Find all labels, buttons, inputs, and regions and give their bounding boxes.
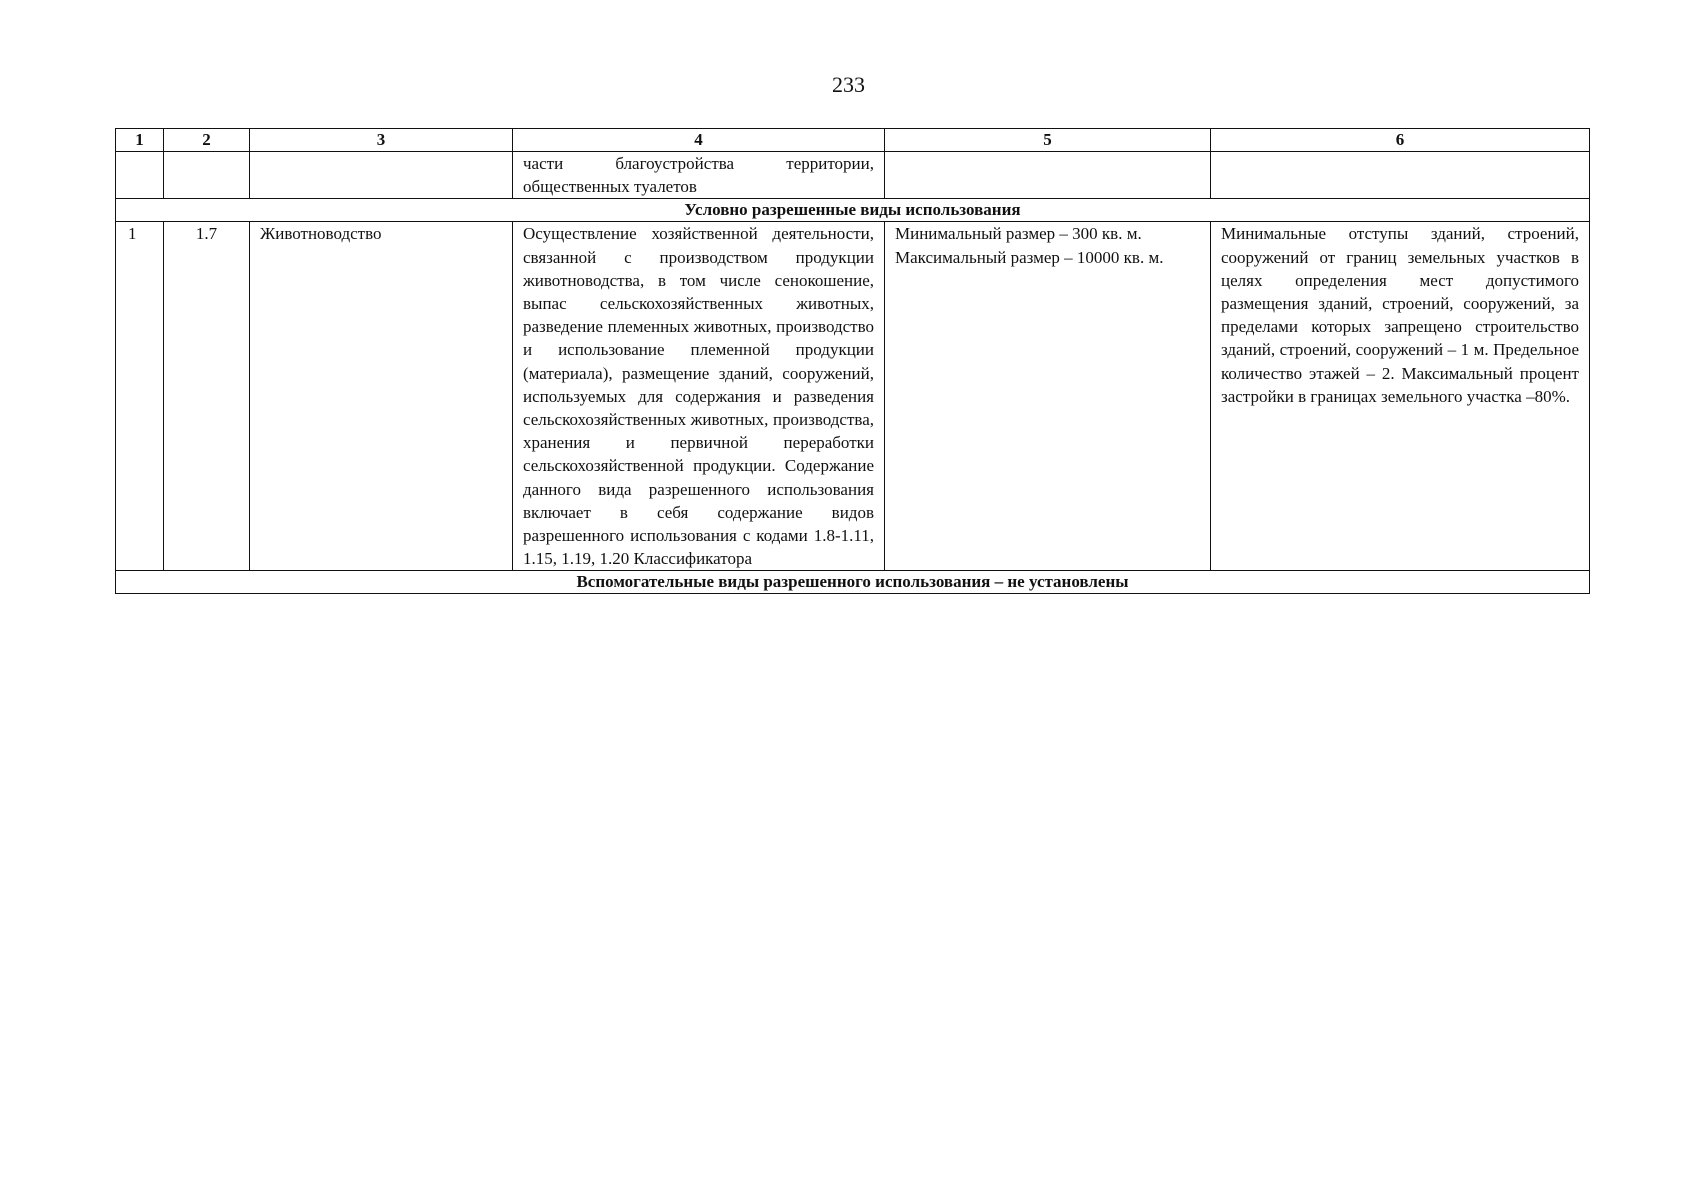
- column-number-6: 6: [1211, 129, 1590, 152]
- section-conditional-title: Условно разрешенные виды использования: [116, 199, 1590, 222]
- cell-use-description: Осуществление хозяйственной деятельности, связанной с производством продукции животноводства, в том числе сенокошение, выпас сельскохозяйственных животных, разведение племенных животных, производство и использование племенной продукции (материала), размещение зданий, сооружений, используемых для содержания и разведения сельскохозяйственных животных, производства, хранения и первичной переработки сельскохозяйственной продукции. Содержание данного вида разрешенного использования включает в себя содержание видов разрешенного использования с кодами 1.8-1.11, 1.15, 1.19, 1.20 Классификатора: [513, 222, 885, 571]
- section-auxiliary-title: Вспомогательные виды разрешенного использования – не установлены: [116, 571, 1590, 594]
- cell-plot-size: [885, 152, 1211, 199]
- cell-index: [116, 152, 164, 199]
- cell-code: 1.7: [164, 222, 250, 571]
- column-number-4: 4: [513, 129, 885, 152]
- column-number-1: 1: [116, 129, 164, 152]
- column-number-3: 3: [250, 129, 513, 152]
- cell-plot-size: Минимальный размер – 300 кв. м. Максимальный размер – 10000 кв. м.: [885, 222, 1211, 571]
- continuation-row: [116, 152, 1590, 199]
- table-row: [116, 222, 1590, 571]
- cell-parameters: [1211, 152, 1590, 199]
- column-number-5: 5: [885, 129, 1211, 152]
- section-header-row: [116, 199, 1590, 222]
- page-number: 233: [832, 72, 865, 97]
- zoning-table: [115, 128, 1590, 594]
- cell-use-name: [250, 152, 513, 199]
- column-number-2: 2: [164, 129, 250, 152]
- cell-index: 1: [116, 222, 164, 571]
- cell-use-description: части благоустройства территории, общественных туалетов: [513, 152, 885, 199]
- column-number-row: [116, 129, 1590, 152]
- section-header-row: [116, 571, 1590, 594]
- cell-parameters: Минимальные отступы зданий, строений, сооружений от границ земельных участков в целях определения мест допустимого размещения зданий, строений, сооружений, за пределами которых запрещено строительство зданий, строений, сооружений – 1 м. Предельное количество этажей – 2. Максимальный процент застройки в границах земельного участка –80%.: [1211, 222, 1590, 571]
- cell-use-name: Животноводство: [250, 222, 513, 571]
- cell-code: [164, 152, 250, 199]
